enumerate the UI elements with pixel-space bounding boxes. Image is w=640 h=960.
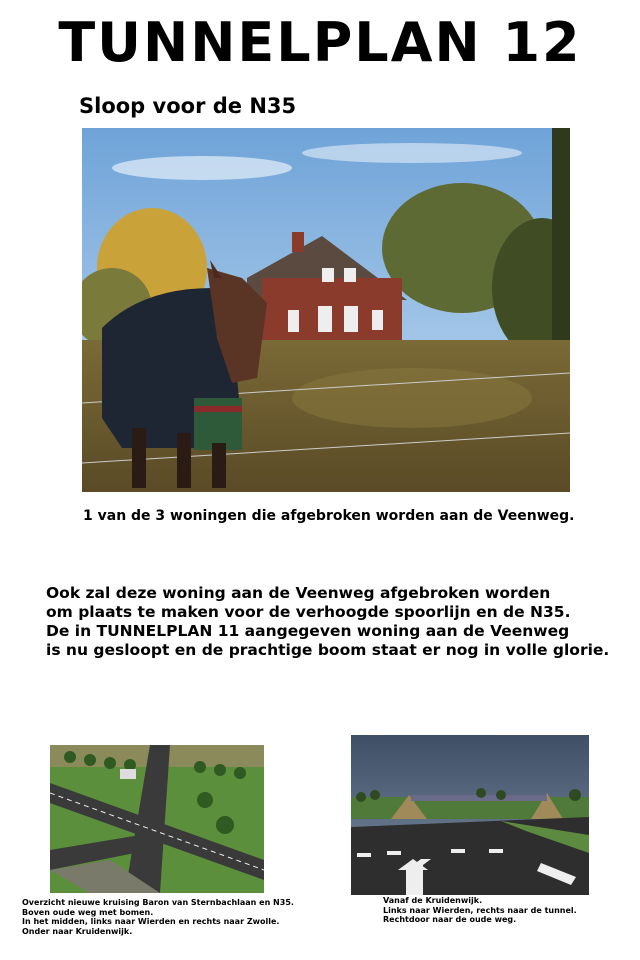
caption-line: Rechtdoor naar de oude weg. xyxy=(383,915,517,924)
caption-line: Boven oude weg met bomen. xyxy=(22,907,154,917)
caption-line: Overzicht nieuwe kruising Baron van Sternbachlaan en N35. xyxy=(22,898,294,907)
page-subtitle: Sloop voor de N35 xyxy=(79,94,297,118)
caption-line: Links naar Wierden, rechts naar de tunnel. xyxy=(383,905,577,915)
description-paragraph xyxy=(46,584,626,660)
paragraph-line: om plaats te maken voor de verhoogde spoorlijn en de N35. xyxy=(46,603,571,621)
farmhouse-horse-photo xyxy=(82,128,570,492)
page-title: TUNNELPLAN 12 xyxy=(58,11,582,74)
kruidenwijk-caption xyxy=(383,896,577,925)
caption-line: In het midden, links naar Wierden en rechts naar Zwolle. xyxy=(22,917,280,926)
junction-overview-image xyxy=(50,745,264,893)
paragraph-line: is nu gesloopt en de prachtige boom staat er nog in volle glorie. xyxy=(46,641,610,659)
paragraph-line: De in TUNNELPLAN 11 aangegeven woning aan de Veenweg xyxy=(46,622,570,640)
caption-line: Onder naar Kruidenwijk. xyxy=(22,926,133,936)
paragraph-line: Ook zal deze woning aan de Veenweg afgebroken worden xyxy=(46,584,551,602)
kruidenwijk-view-image xyxy=(351,735,589,895)
photo-caption: 1 van de 3 woningen die afgebroken worden aan de Veenweg. xyxy=(83,508,575,524)
caption-line: Vanaf de Kruidenwijk. xyxy=(383,896,483,905)
junction-caption xyxy=(22,898,294,936)
